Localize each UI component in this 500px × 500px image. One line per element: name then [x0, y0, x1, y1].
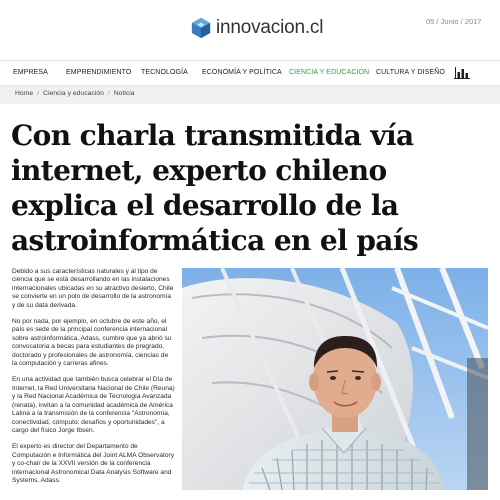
- breadcrumb: [15, 90, 135, 97]
- nav-item-ciencia-y-educacion[interactable]: CIENCIA Y EDUCACIÓN: [289, 69, 370, 76]
- site-logo[interactable]: [190, 17, 323, 39]
- site-header: [0, 0, 500, 56]
- article-photo: [182, 268, 488, 490]
- breadcrumb-current: Noticia: [113, 90, 135, 97]
- current-date: 05 / Junio / 2017: [426, 17, 482, 26]
- article-paragraph: No por nada, por ejemplo, en octubre de este año, el país es sede de la principal conferencia internacional sobre astroinformática, Adass, cumbre que ya abrió su convocatoria a becas para estudiantes de pregrado, doctorado y profesionales de astronomía, ciencias de la computación y carreras afines.: [12, 318, 172, 368]
- nav-item-emprendimiento[interactable]: EMPRENDIMIENTO: [66, 69, 132, 76]
- breadcrumb-separator: /: [107, 90, 110, 97]
- article-title: Con charla transmitida vía internet, experto chileno explica el desarrollo de la astroinformática en el país: [11, 119, 419, 257]
- article-paragraph: En una actividad que también busca celebrar el Día de Internet, la Red Universitaria Nacional de Chile (Reuna) y la Red Nacional Académica de Tecnología Avanzada (renata), invitan a la comunidad académica de América Latina a la transmisión de la conferencia "Astronomía, conectividad, cómputo: desafíos y oportunidades", a cargo del físico Jorge Ibsen.: [12, 376, 175, 434]
- man-in-front-of-radio-antenna-photo: [182, 268, 488, 490]
- breadcrumb-ciencia-y-educacion[interactable]: Ciencia y educación: [43, 90, 104, 97]
- article-paragraph: El experto es director del Departamento de Computación e Informática del Joint ALMA Observatory y co-chair de la XXVII versión de la conferencia internacional Astronomical Data Analysis Software and Systems, Adass.: [12, 443, 174, 484]
- site-logo-text: innovacion.cl: [216, 17, 324, 38]
- nav-item-empresa[interactable]: EMPRESA: [13, 69, 48, 76]
- breadcrumb-separator: /: [37, 90, 40, 97]
- article-body: [12, 268, 175, 493]
- bar-chart-icon[interactable]: [454, 66, 470, 78]
- breadcrumb-home[interactable]: Home: [15, 90, 34, 97]
- nav-item-tecnologia[interactable]: TECNOLOGÍA: [141, 69, 188, 76]
- nav-item-economia-y-politica[interactable]: ECONOMÍA Y POLÍTICA: [202, 69, 282, 76]
- nav-item-cultura-y-diseno[interactable]: CULTURA Y DISEÑO: [376, 69, 445, 76]
- article-paragraph: Debido a sus características naturales y al tipo de ciencia que se está desarrollando en las instalaciones internacionales ubicadas en su atractivo desierto, Chile se convierte en un polo de desarrollo de la astronomía y de su data derivada.: [12, 268, 174, 309]
- hexagon-cube-logo-icon: [190, 17, 212, 39]
